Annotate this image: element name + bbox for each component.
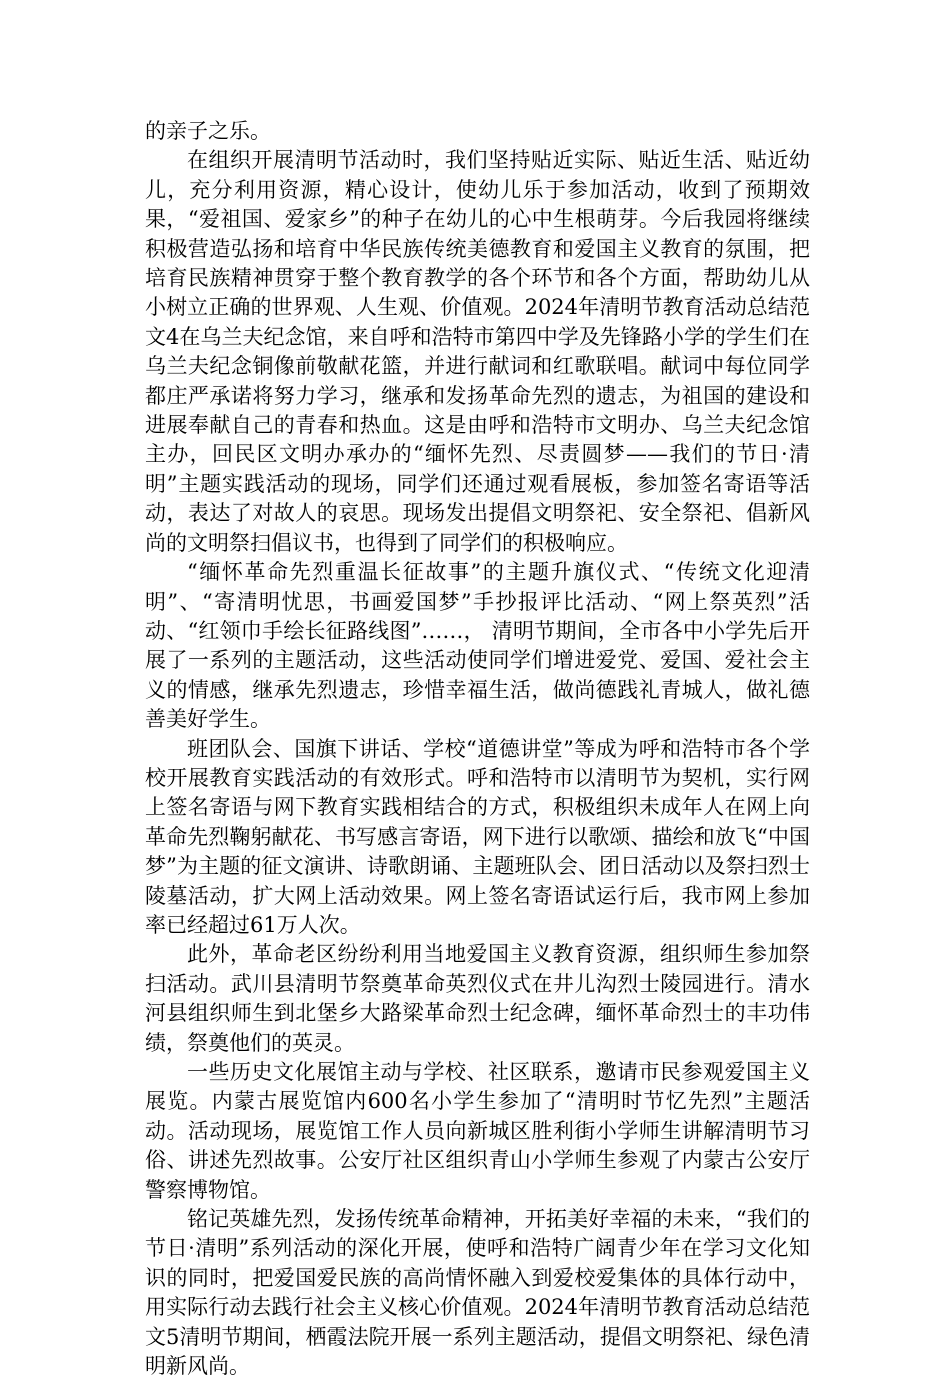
- paragraph-7: 铭记英雄先烈，发扬传统革命精神，开拓美好幸福的未来，“我们的节日·清明”系列活动的深化开展，使呼和浩特广阔青少年在学习文化知识的同时，把爱国爱民族的高尚情怀融入到爱校爱集体的具体行动中，用实际行动去践行社会主义核心价值观。2024年清明节教育活动总结范文5清明节期间，栖霞法院开展一系列主题活动，提倡文明祭祀、绿色清明新风尚。: [145, 1207, 810, 1379]
- paragraph-5: 此外，革命老区纷纷利用当地爱国主义教育资源，组织师生参加祭扫活动。武川县清明节祭奠革命英烈仪式在井儿沟烈士陵园进行。清水河县组织师生到北堡乡大路梁革命烈士纪念碑，缅怀革命烈士的丰功伟绩，祭奠他们的英灵。: [145, 942, 810, 1055]
- paragraph-6: 一些历史文化展馆主动与学校、社区联系，邀请市民参观爱国主义展览。内蒙古展览馆内600名小学生参加了“清明时节忆先烈”主题活动。活动现场，展览馆工作人员向新城区胜利街小学师生讲解清明节习俗、讲述先烈故事。公安厅社区组织青山小学师生参观了内蒙古公安厅警察博物馆。: [145, 1060, 810, 1202]
- paragraph-3: “缅怀革命先烈重温长征故事”的主题升旗仪式、“传统文化迎清明”、“寄清明忧思，书画爱国梦”手抄报评比活动、“网上祭英烈”活动、“红领巾手绘长征路线图”……， 清明节期间，全市各中小学先后开展了一系列的主题活动，这些活动使同学们增进爱党、爱国、爱社会主义的情感，继承先烈遗志，珍惜幸福生活，做尚德践礼青城人，做礼德善美好学生。: [145, 560, 810, 732]
- paragraph-4: 班团队会、国旗下讲话、学校“道德讲堂”等成为呼和浩特市各个学校开展教育实践活动的有效形式。呼和浩特市以清明节为契机，实行网上签名寄语与网下教育实践相结合的方式，积极组织未成年人在网上向革命先烈鞠躬献花、书写感言寄语，网下进行以歌颂、描绘和放飞“中国梦”为主题的征文演讲、诗歌朗诵、主题班队会、团日活动以及祭扫烈士陵墓活动，扩大网上活动效果。网上签名寄语试运行后，我市网上参加率已经超过61万人次。: [145, 736, 810, 937]
- document-body: [145, 117, 810, 1381]
- paragraph-1: 的亲子之乐。: [145, 119, 271, 143]
- paragraph-2: 在组织开展清明节活动时，我们坚持贴近实际、贴近生活、贴近幼儿，充分利用资源，精心设计，使幼儿乐于参加活动，收到了预期效果，“爱祖国、爱家乡”的种子在幼儿的心中生根萌芽。今后我园将继续积极营造弘扬和培育中华民族传统美德教育和爱国主义教育的氛围，把培育民族精神贯穿于整个教育教学的各个环节和各个方面，帮助幼儿从小树立正确的世界观、人生观、价值观。2024年清明节教育活动总结范文4在乌兰夫纪念馆，来自呼和浩特市第四中学及先锋路小学的学生们在乌兰夫纪念铜像前敬献花篮，并进行献词和红歌联唱。献词中每位同学都庄严承诺将努力学习，继承和发扬革命先烈的遗志，为祖国的建设和进展奉献自己的青春和热血。这是由呼和浩特市文明办、乌兰夫纪念馆主办，回民区文明办承办的“缅怀先烈、尽责圆梦——我们的节日·清明”主题实践活动的现场，同学们还通过观看展板，参加签名寄语等活动，表达了对故人的哀思。现场发出提倡文明祭祀、安全祭祀、倡新风尚的文明祭扫倡议书，也得到了同学们的积极响应。: [145, 148, 810, 555]
